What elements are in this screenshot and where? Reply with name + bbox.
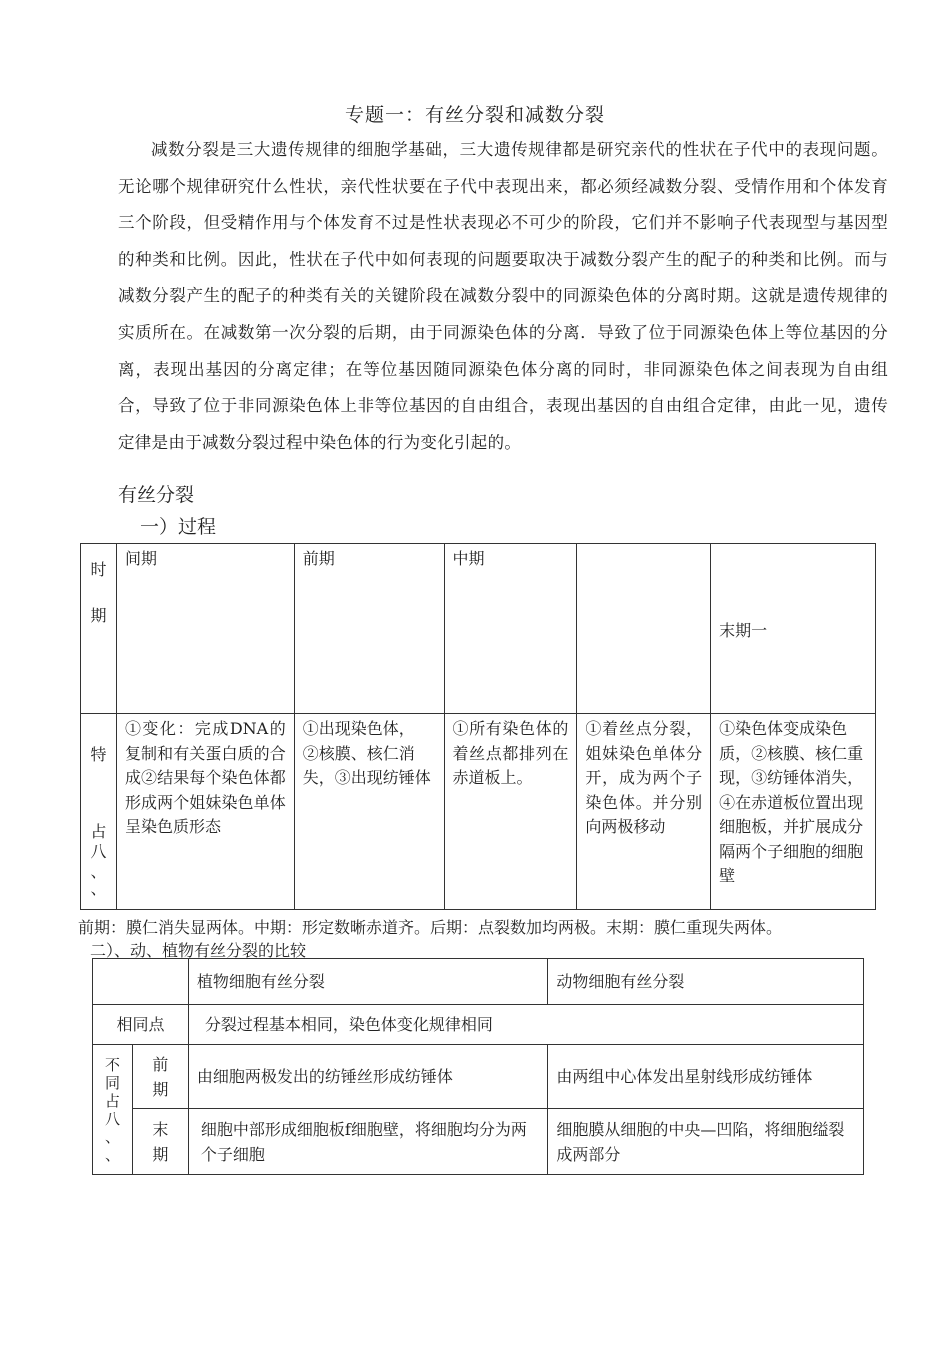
stage-prophase <box>132 1045 188 1109</box>
period-anaphase <box>577 544 711 714</box>
animal-telophase: 细胞膜从细胞的中央—凹陷，将细胞缢裂成两部分 <box>548 1109 864 1175</box>
row-label-period-char: 时 <box>90 560 107 579</box>
mitosis-process-table <box>80 543 876 910</box>
same-label: 相同点 <box>93 1005 189 1045</box>
plant-prophase: 由细胞两极发出的纺锤丝形成纺锤体 <box>188 1045 548 1109</box>
period-interphase <box>116 544 294 714</box>
period-telophase <box>711 544 876 714</box>
feature-text: ①出现染色体， ②核膜、核仁消失，③出现纺锤体 <box>302 719 431 787</box>
row-label-feature-char: 、 <box>90 879 107 898</box>
comparison-table <box>92 958 864 1175</box>
row-label-feature-char: 、 <box>90 862 107 881</box>
stage-char: 期 <box>152 1144 169 1164</box>
row-label-period <box>81 544 117 714</box>
mnemonic-line: 前期：膜仁消失显两体。中期：形定数晰赤道齐。后期：点裂数加均两极。末期：膜仁重现失两体。 <box>78 918 783 937</box>
period-prophase <box>294 544 444 714</box>
period-label: 间期 <box>124 549 157 568</box>
col-animal: 动物细胞有丝分裂 <box>548 959 864 1005</box>
feature-text: ①着丝点分裂，姐妹染色单体分开，成为两个子染色体。并分别向两极移动 <box>585 719 703 836</box>
row-label-feature-char: 占 <box>90 822 107 841</box>
feature-interphase <box>116 714 294 910</box>
row-label-period-char: 期 <box>90 606 107 625</box>
section-heading: 有丝分裂 <box>118 484 195 506</box>
feature-text: ①变化：完成DNA的复制和有关蛋白质的合成②结果每个染色体都形成两个姐妹染色单体呈染色质形态 <box>124 719 286 836</box>
intro-text: 减数分裂是三大遗传规律的细胞学基础，三大遗传规律都是研究亲代的性状在子代中的表现问题。无论哪个规律研究什么性状，亲代性状要在子代中表现出来，都必须经减数分裂、受情作用和个体发育三个阶段，但受精作用与个体发育不过是性状表现必不可少的阶段，它们并不影响子代表现型与基因型的种类和比例。因此，性状在子代中如何表现的问题要取决于减数分裂产生的配子的种类和比例。而与减数分裂产生的配子的种类有关的关键阶段在减数分裂中的同源染色体的分离时期。这就是遗传规律的实质所在。在减数第一次分裂的后期，由于同源染色体的分离．导致了位于同源染色体上等位基因的分离，表现出基因的分离定律；在等位基因随同源染色体分离的同时，非同源染色体之间表现为自由组合，导致了位于非同源染色体上非等位基因的自由组合，表现出基因的自由组合定律，由此一见，遗传定律是由于减数分裂过程中染色体的行为变化引起的。 <box>118 140 888 452</box>
feature-row <box>81 714 876 910</box>
diff-label-char: 同 <box>104 1073 120 1092</box>
period-label: 前期 <box>302 549 335 568</box>
period-metaphase <box>444 544 577 714</box>
diff-label-char: 不 <box>104 1055 120 1074</box>
feature-prophase <box>294 714 444 910</box>
feature-metaphase <box>444 714 577 910</box>
stage-telophase <box>132 1109 188 1175</box>
period-row <box>81 544 876 714</box>
diff-row-telophase <box>93 1109 864 1175</box>
feature-anaphase <box>577 714 711 910</box>
feature-text: ①所有染色体的着丝点都排列在赤道板上。 <box>452 719 569 787</box>
same-row <box>93 1005 864 1045</box>
stage-char: 前 <box>152 1054 169 1074</box>
diff-row-prophase <box>93 1045 864 1109</box>
stage-char: 末 <box>152 1119 169 1139</box>
page-title: 专题一：有丝分裂和减数分裂 <box>344 104 605 126</box>
row-label-feature-char: 八 <box>90 842 107 861</box>
diff-label-char: 、 <box>104 1127 120 1146</box>
period-label: 中期 <box>452 549 485 568</box>
plant-telophase: 细胞中部形成细胞板f细胞壁，将细胞均分为两个子细胞 <box>188 1109 548 1175</box>
row-label-feature-char: 特 <box>90 745 107 764</box>
feature-text: ①染色体变成染色质，②核膜、核仁重现，③纺锤体消失，④在赤道板位置出现细胞板，并扩展成分隔两个子细胞的细胞壁 <box>719 719 864 885</box>
col-plant: 植物细胞有丝分裂 <box>188 959 548 1005</box>
same-text: 分裂过程基本相同，染色体变化规律相同 <box>188 1005 863 1045</box>
diff-label-char: 、 <box>104 1145 120 1164</box>
period-label: 末期一 <box>719 621 768 640</box>
sub-heading-comparison: 二）、动、植物有丝分裂的比较 <box>90 941 307 960</box>
feature-telophase <box>711 714 876 910</box>
diff-label <box>93 1045 133 1175</box>
stage-char: 期 <box>152 1079 169 1099</box>
diff-label-char: 八 <box>104 1109 120 1128</box>
sub-heading-process: 一）过程 <box>140 516 217 538</box>
diff-label-char: 占 <box>104 1091 120 1110</box>
row-label-feature <box>81 714 117 910</box>
comparison-header-row <box>93 959 864 1005</box>
intro-paragraph <box>118 132 888 461</box>
animal-prophase: 由两组中心体发出星射线形成纺锤体 <box>548 1045 864 1109</box>
blank-corner <box>93 959 189 1005</box>
period-label <box>577 544 710 550</box>
